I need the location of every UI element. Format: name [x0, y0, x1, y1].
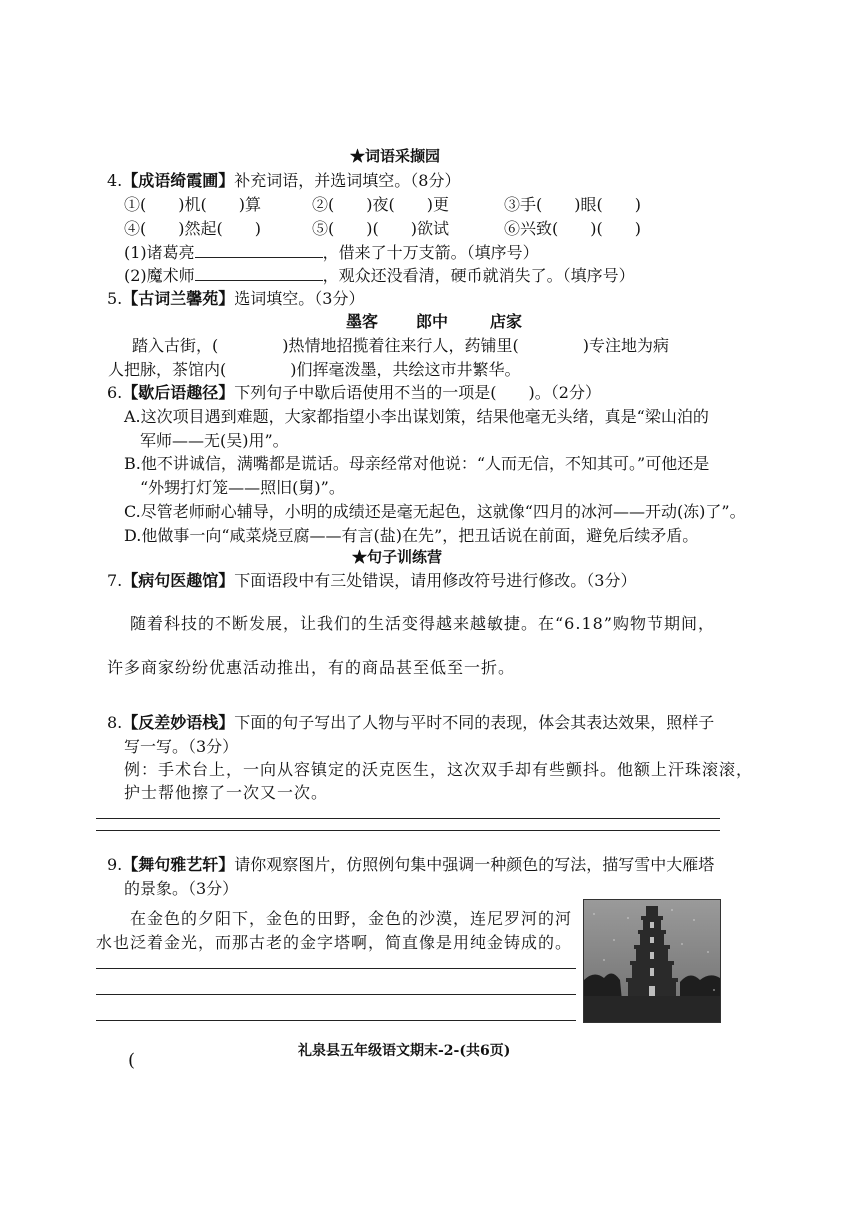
sentence-start: (1)诸葛亮	[124, 243, 195, 262]
option-b-line-1: B.他不讲诚信，满嘴都是谎话。母亲经常对他说：“人而无信，不知其可。”可他还是	[124, 454, 710, 473]
question-tag: 【古词兰馨苑】	[122, 289, 235, 308]
example-line-1: 例：手术台上，一向从容镇定的沃克医生，这次双手却有些颤抖。他额上汗珠滚滚，	[124, 760, 754, 779]
question-tag: 【舞句雅艺轩】	[122, 855, 235, 874]
question-number: 9.	[107, 855, 123, 874]
question-number: 5.	[107, 289, 123, 308]
text-part: )们挥毫泼墨，共绘这市井繁华。	[290, 360, 521, 379]
example-line-1: 在金色的夕阳下，金色的田野，金色的沙漠，连尼罗河的河	[130, 909, 573, 928]
question-6-header	[107, 380, 601, 403]
idiom-item: ③手( )眼( )	[504, 195, 641, 214]
question-prompt: 下面的句子写出了人物与平时不同的表现，体会其表达效果，照样子	[234, 713, 715, 732]
text-part: )热情地招揽着往来行人，药铺里(	[282, 336, 519, 355]
idiom-item: ④( )然起( )	[124, 219, 261, 238]
error-paragraph-line-2: 许多商家纷纷优惠活动推出，有的商品甚至低至一折。	[107, 658, 516, 677]
error-paragraph-line-1: 随着科技的不断发展，让我们的生活变得越来越敏捷。在“6.18”购物节期间，	[130, 614, 715, 633]
question-7-header	[107, 568, 636, 591]
question-8-prompt-2: 写一写。（3分）	[124, 737, 239, 756]
word-bank-2: 郎中	[416, 312, 449, 331]
question-number: 7.	[107, 571, 123, 590]
section-title-words: ★词语采撷园	[350, 147, 441, 165]
answer-line[interactable]	[96, 968, 576, 969]
question-9-header	[107, 852, 714, 875]
idiom-item: ⑥兴致( )( )	[504, 219, 641, 238]
word-bank-3: 店家	[490, 312, 523, 331]
question-number: 4.	[107, 171, 123, 190]
page-footer: 礼泉县五年级语文期末-2-(共6页)	[298, 1043, 511, 1059]
q5-line-2	[108, 357, 521, 380]
text-part: 踏入古街，(	[132, 336, 219, 355]
option-a-line-1: A.这次项目遇到难题，大家都指望小李出谋划策，结果他毫无头绪，真是“梁山泊的	[124, 407, 709, 426]
idiom-item: ②( )夜( )更	[312, 195, 449, 214]
option-c: C.尽管老师耐心辅导，小明的成绩还是毫无起色，这就像“四月的冰河——开动(冻)了”。	[124, 502, 746, 521]
answer-line[interactable]	[96, 994, 576, 995]
answer-blank[interactable]	[195, 266, 323, 281]
question-tag: 【歇后语趣径】	[122, 383, 235, 402]
answer-line[interactable]	[96, 818, 720, 819]
question-tag: 【反差妙语栈】	[122, 713, 235, 732]
text-part: )专注地为病	[582, 336, 669, 355]
sentence-start: (2)魔术师	[124, 266, 195, 285]
option-d: D.他做事一向“咸菜烧豆腐——有言(盐)在先”，把丑话说在前面，避免后续矛盾。	[124, 526, 699, 545]
big-wild-goose-pagoda-photo	[583, 899, 721, 1023]
stray-mark: (	[128, 1050, 136, 1071]
pagoda-illustration	[584, 900, 720, 1022]
answer-line[interactable]	[96, 1020, 576, 1021]
answer-line[interactable]	[96, 830, 720, 831]
option-a-line-2: 军师——无(吴)用”。	[140, 431, 289, 450]
question-prompt: 下列句子中歇后语使用不当的一项是( )。（2分）	[234, 383, 601, 402]
question-number: 6.	[107, 383, 123, 402]
question-prompt: 请你观察图片，仿照例句集中强调一种颜色的写法，描写雪中大雁塔	[234, 855, 715, 874]
idiom-item: ⑤( )( )欲试	[312, 219, 449, 238]
example-line-2: 护士帮他擦了一次又一次。	[124, 783, 329, 802]
option-b-line-2: “外甥打灯笼——照旧(舅)”。	[140, 478, 345, 497]
word-bank-1: 墨客	[346, 312, 379, 331]
sentence-end: ，观众还没看清，硬币就消失了。（填序号）	[322, 266, 635, 285]
question-prompt: 补充词语，并选词填空。（8分）	[234, 171, 461, 190]
fill-sentence-1	[124, 240, 539, 263]
question-tag: 【病句医趣馆】	[122, 571, 235, 590]
section-title-sentences: ★句子训练营	[352, 548, 443, 566]
fill-sentence-2	[124, 263, 635, 286]
question-8-header	[107, 710, 714, 733]
question-4-header	[107, 168, 460, 191]
q5-line-1	[132, 333, 669, 356]
text-part: 人把脉，茶馆内(	[108, 360, 227, 379]
question-tag: 【成语绮霞圃】	[122, 171, 235, 190]
question-number: 8.	[107, 713, 123, 732]
question-prompt: 选词填空。（3分）	[234, 289, 365, 308]
example-line-2: 水也泛着金光，而那古老的金字塔啊，简直像是用纯金铸成的。	[96, 933, 573, 952]
answer-blank[interactable]	[195, 243, 323, 258]
idiom-item: ①( )机( )算	[124, 195, 261, 214]
question-5-header	[107, 286, 364, 309]
question-prompt: 下面语段中有三处错误，请用修改符号进行修改。（3分）	[234, 571, 637, 590]
question-9-prompt-2: 的景象。（3分）	[124, 879, 239, 898]
sentence-end: ，借来了十万支箭。（填序号）	[322, 243, 539, 262]
